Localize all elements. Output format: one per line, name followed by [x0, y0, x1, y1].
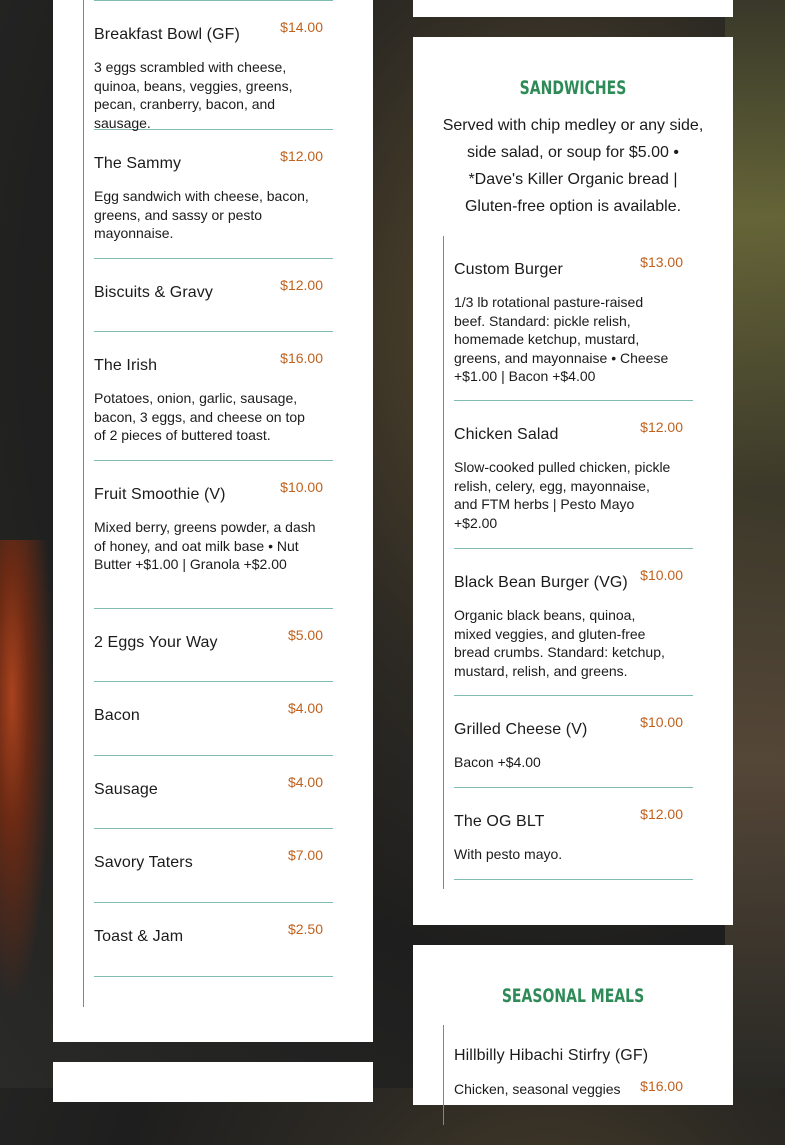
menu-item	[94, 259, 333, 332]
item-description: Slow-cooked pulled chicken, pickle relish, celery, egg, mayonnaise, and FTM herbs | Pesto Mayo +$2.00	[454, 459, 671, 531]
item-name: Sausage	[94, 781, 158, 798]
item-price: $4.00	[287, 774, 323, 790]
item-name: 2 Eggs Your Way	[94, 634, 218, 651]
menu-item	[454, 788, 693, 880]
item-name: The Irish	[94, 357, 158, 374]
background-food-photo-right	[725, 0, 785, 1088]
item-name: Savory Taters	[94, 854, 193, 871]
item-description: Chicken, seasonal veggies	[454, 1081, 621, 1097]
item-description: 1/3 lb rotational pasture-raised beef. Standard: pickle relish, homemade ketchup, mustard, greens, and mayonnaise • Cheese +$1.00 | Bacon +$4.00	[454, 294, 669, 384]
item-description: Bacon +$4.00	[454, 754, 541, 770]
sandwiches-menu-card	[413, 37, 733, 925]
item-name: Breakfast Bowl (GF)	[94, 26, 240, 43]
sandwich-item-list	[443, 236, 694, 889]
seasonal-meals-menu-card	[413, 945, 733, 1105]
previous-menu-card-right	[413, 0, 733, 17]
item-description: 3 eggs scrambled with cheese, quinoa, beans, veggies, greens, pecan, cranberry, bacon, and sausage.	[94, 59, 293, 131]
menu-item	[94, 903, 333, 977]
menu-item	[94, 130, 333, 259]
item-price: $5.00	[287, 627, 323, 643]
item-name: Custom Burger	[454, 261, 563, 278]
item-price: $13.00	[640, 254, 683, 270]
menu-item	[94, 0, 333, 130]
menu-item	[454, 236, 693, 401]
breakfast-item-list	[83, 0, 334, 1007]
item-price: $16.00	[640, 1078, 683, 1094]
item-description: Potatoes, onion, garlic, sausage, bacon, 3 eggs, and cheese on top of 2 pieces of buttered toast.	[94, 390, 305, 443]
item-description: Mixed berry, greens powder, a dash of honey, and oat milk base • Nut Butter +$1.00 | Granola +$2.00	[94, 519, 316, 572]
item-price: $4.00	[287, 700, 323, 716]
item-description: Egg sandwich with cheese, bacon, greens, and sassy or pesto mayonnaise.	[94, 188, 309, 241]
menu-item	[94, 332, 333, 461]
item-price: $10.00	[640, 714, 683, 730]
breakfast-menu-card	[53, 0, 373, 1042]
item-name: Toast & Jam	[94, 928, 184, 945]
item-price: $12.00	[280, 148, 323, 164]
menu-item	[454, 549, 693, 696]
item-name: Bacon	[94, 707, 140, 724]
menu-item	[94, 756, 333, 829]
item-price: $12.00	[640, 806, 683, 822]
item-name: Biscuits & Gravy	[94, 284, 213, 301]
item-price: $16.00	[280, 350, 323, 366]
item-name: Grilled Cheese (V)	[454, 721, 588, 738]
menu-item	[454, 696, 693, 788]
item-price: $2.50	[287, 921, 323, 937]
item-price: $10.00	[640, 567, 683, 583]
item-description: Organic black beans, quinoa, mixed veggies, and gluten-free bread crumbs. Standard: ketchup, mustard, relish, and greens.	[454, 607, 665, 679]
menu-item	[454, 1025, 693, 1145]
section-title: SEASONAL MEALS	[501, 985, 645, 1007]
item-name: Black Bean Burger (VG)	[454, 574, 628, 591]
item-name: Fruit Smoothie (V)	[94, 486, 226, 503]
item-name: The OG BLT	[454, 813, 545, 830]
item-name: Hillbilly Hibachi Stirfry (GF)	[454, 1047, 649, 1064]
section-subtitle: Served with chip medley or any side, side salad, or soup for $5.00 • *Dave's Killer Organic bread | Gluten-free option is available.	[442, 117, 704, 215]
menu-item	[94, 682, 333, 756]
item-price: $12.00	[280, 277, 323, 293]
item-description: With pesto mayo.	[454, 846, 563, 862]
section-title: SANDWICHES	[519, 77, 627, 99]
item-price: $14.00	[280, 19, 323, 35]
item-price: $12.00	[640, 419, 683, 435]
item-name: The Sammy	[94, 155, 182, 172]
menu-item	[454, 401, 693, 549]
menu-item	[94, 461, 333, 609]
item-price: $7.00	[287, 847, 323, 863]
seasonal-item-list	[443, 1025, 694, 1125]
item-name: Chicken Salad	[454, 426, 559, 443]
next-menu-card-left	[53, 1062, 373, 1102]
item-price: $10.00	[280, 479, 323, 495]
background-food-photo-left	[0, 540, 60, 1060]
menu-item	[94, 829, 333, 903]
menu-item	[94, 609, 333, 682]
